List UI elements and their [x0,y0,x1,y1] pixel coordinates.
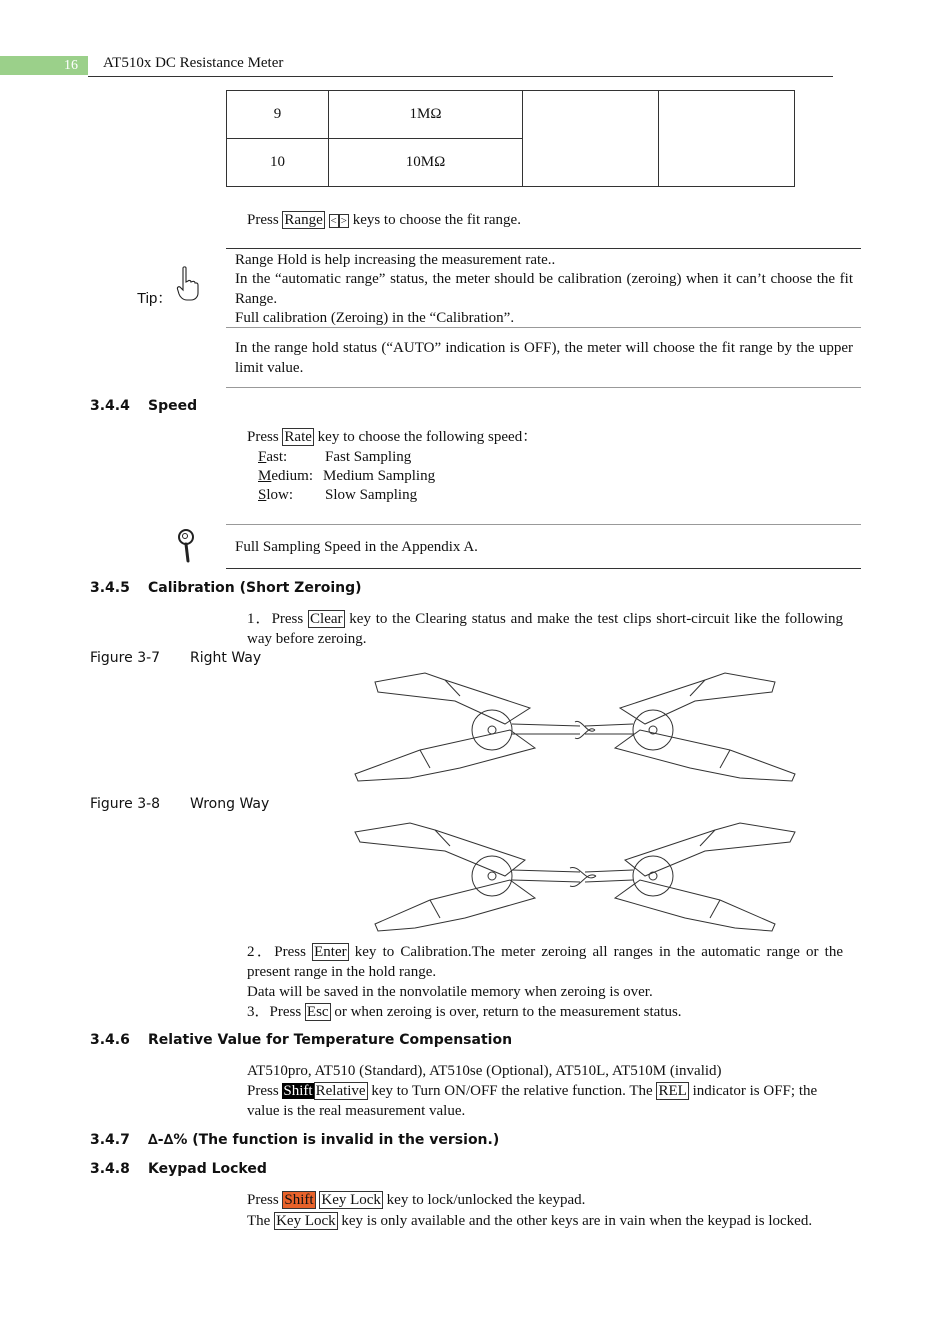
range-key: Range [284,212,323,228]
table-cell [659,91,795,187]
right-arrow-key: > [340,215,347,227]
tip-line-2: In the “automatic range” status, the meter should be calibration (zeroing) when it can’t choose the fit Range. [235,271,853,307]
section-number: 3.4.4 [90,398,130,414]
section-title-delta: ∆-∆% (The function is invalid in the version.) [148,1132,500,1148]
table-cell: 10MΩ [329,139,523,187]
tip-line-4: In the range hold status (“AUTO” indication is OFF), the meter will choose the fit range by the upper limit value. [235,340,853,376]
table-cell: 10 [227,139,329,187]
calibration-save-note: Data will be saved in the nonvolatile memory when zeroing is over. [247,984,653,1000]
text: key to Turn ON/OFF the relative function. The [367,1083,657,1099]
right-way-clips-figure [350,668,800,786]
text: 3．Press [247,1004,305,1020]
header-rule [88,76,833,77]
clear-key: Clear [310,611,343,627]
figure-label: Figure 3-7 [90,650,161,666]
range-instruction [247,210,521,231]
left-arrow-key: < [330,215,337,227]
tip-bottom-rule [226,387,861,388]
tip-line-3: Full calibration (Zeroing) in the “Calibration”. [235,310,515,326]
section-title-speed: Speed [148,398,198,414]
text: indicator is OFF; the value is the real measurement value. [247,1083,818,1119]
text: F [258,449,267,465]
text: ast: [266,449,288,465]
note-top-rule [226,524,861,525]
section-title-calibration: Calibration (Short Zeroing) [148,580,362,596]
rel-indicator: REL [658,1083,687,1099]
shift-key: Shift [284,1192,314,1208]
text: low: [266,487,294,503]
section-number: 3.4.5 [90,580,130,596]
pointing-hand-icon [176,266,200,302]
figure-label: Figure 3-8 [90,796,161,812]
table-row [227,91,795,139]
table-cell: 1MΩ [329,91,523,139]
text: key to lock/unlocked the keypad. [382,1192,586,1208]
page-number: 16 [0,56,88,75]
text: edium: [271,468,314,484]
calibration-step-2 [247,942,843,982]
text: 2．Press [247,944,313,960]
speed-instruction [247,427,537,447]
esc-key: Esc [306,1004,329,1020]
section-number: 3.4.6 [90,1032,130,1048]
enter-key: Enter [314,944,347,960]
table-cell: 9 [227,91,329,139]
text: Press [247,1192,283,1208]
text: S [258,487,267,503]
rate-key: Rate [284,429,312,445]
text: key to the Clearing status and make the test clips short-circuit like the following way before zeroing. [247,611,843,647]
speed-slow-item [258,485,293,505]
tip-label: Tip： [137,290,173,307]
text: M [258,468,272,484]
wrong-way-clips-figure [350,818,800,936]
keypad-instruction [247,1190,585,1210]
section-title-keypad: Keypad Locked [148,1161,267,1177]
text: 1．Press [247,611,309,627]
tip-line-1: Range Hold is help increasing the measurement rate.. [235,252,556,268]
table-cell [523,91,659,187]
note-bottom-rule [226,568,861,569]
keypad-note [247,1211,843,1231]
speed-medium-item [258,466,313,486]
speed-medium-desc: Medium Sampling [323,468,436,484]
text: key to choose the following speed： [313,429,538,445]
text: keys to choose the fit range. [348,212,521,228]
text: The [247,1213,275,1229]
relative-key: Relative [315,1083,366,1099]
text: Press [247,1083,283,1099]
tip-middle-rule [226,327,861,328]
speed-fast-desc: Fast Sampling [325,449,412,465]
text: Press [247,429,283,445]
relative-instruction [247,1081,853,1121]
speed-note: Full Sampling Speed in the Appendix A. [235,539,478,555]
key-lock-key: Key Lock [276,1213,336,1229]
key-lock-key: Key Lock [321,1192,381,1208]
text: key is only available and the other keys are in vain when the keypad is locked. [337,1213,813,1229]
text: Press [247,212,283,228]
section-title-relative: Relative Value for Temperature Compensation [148,1032,513,1048]
relative-models: AT510pro, AT510 (Standard), AT510se (Optional), AT510L, AT510M (invalid) [247,1063,722,1079]
section-number: 3.4.7 [90,1132,130,1148]
shift-key: Shift [283,1083,313,1099]
tip-top-rule [226,248,861,249]
figure-title: Wrong Way [190,796,270,812]
calibration-step-3 [247,1002,682,1022]
speed-fast-item [258,447,287,467]
document-title: AT510x DC Resistance Meter [103,55,284,71]
magnifier-note-icon [176,528,198,564]
calibration-step-1 [247,609,843,649]
text: key to Calibration.The meter zeroing all ranges in the automatic range or the present range in the hold range. [247,944,843,980]
speed-slow-desc: Slow Sampling [325,487,418,503]
text: or when zeroing is over, return to the measurement status. [330,1004,682,1020]
section-number: 3.4.8 [90,1161,130,1177]
range-table [226,90,795,187]
figure-title: Right Way [190,650,262,666]
